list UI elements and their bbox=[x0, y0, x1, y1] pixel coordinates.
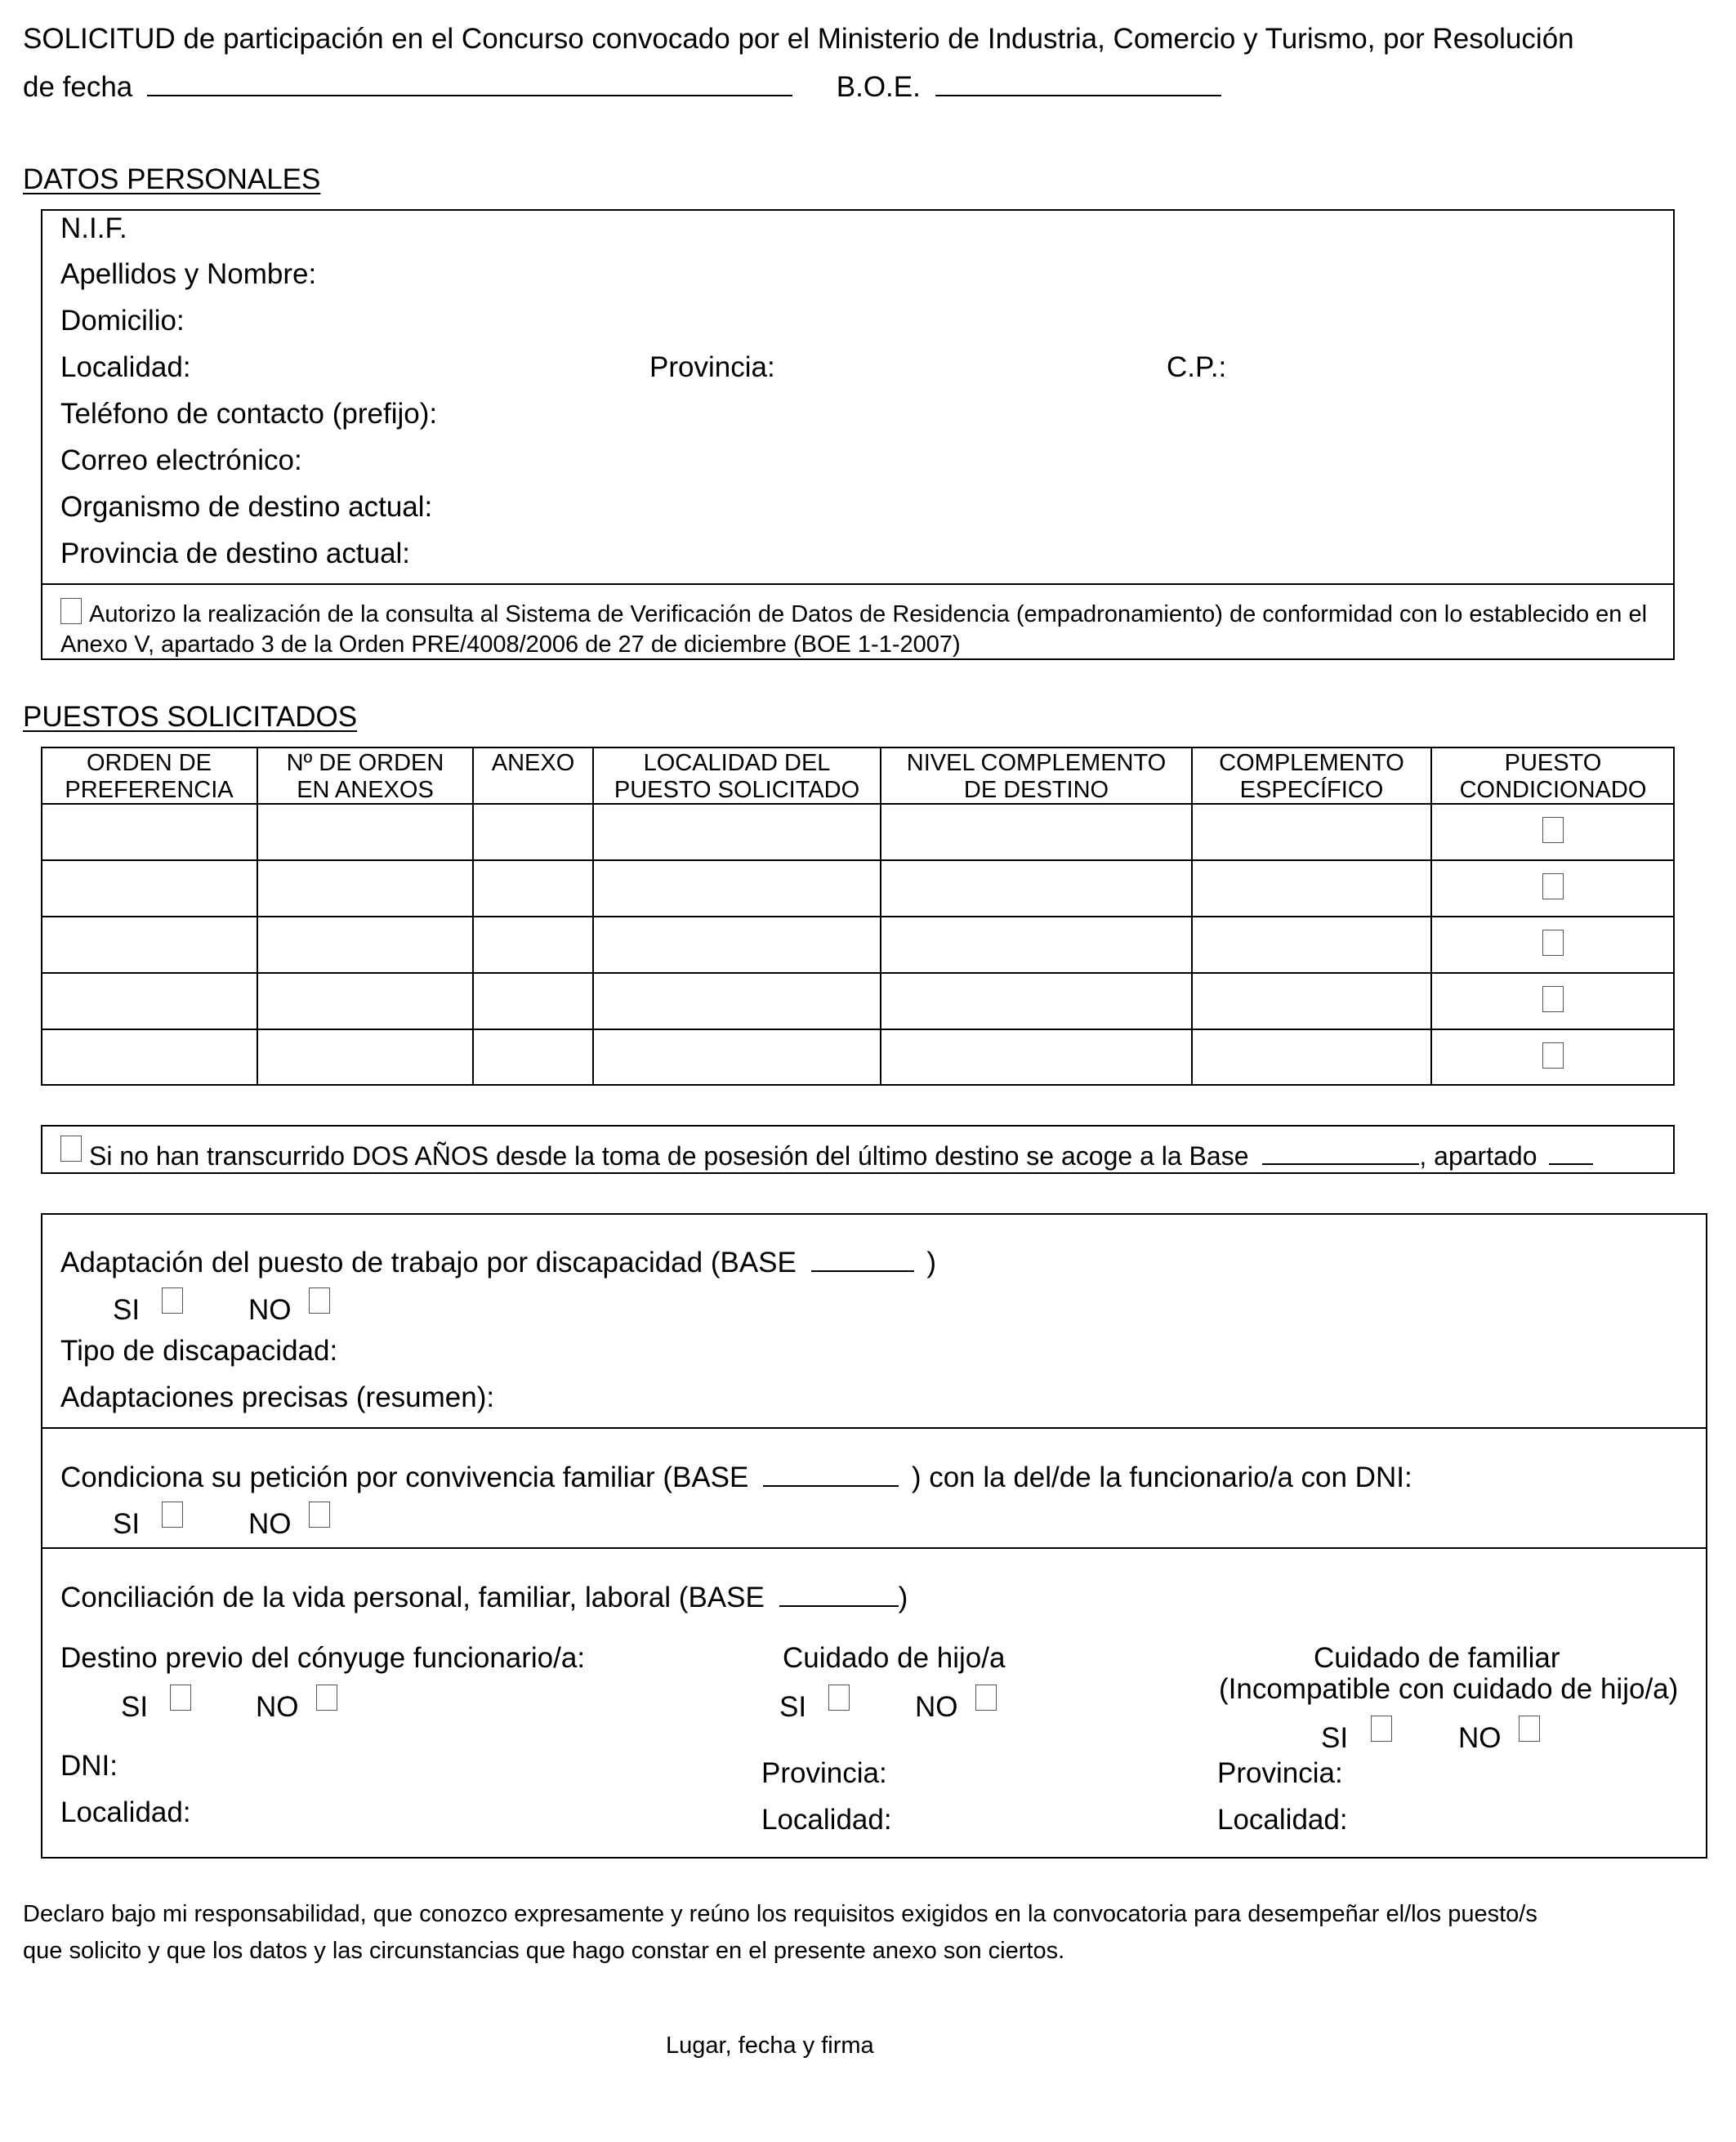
familiar-note: (Incompatible con cuidado de hijo/a) bbox=[1219, 1673, 1679, 1705]
dos-anos-text: Si no han transcurrido DOS AÑOS desde la toma de posesión del último destino se acoge a la Base bbox=[89, 1141, 1249, 1171]
provincia-label: Provincia: bbox=[649, 351, 775, 383]
puesto-condicionado-checkbox[interactable] bbox=[1542, 930, 1564, 956]
autorizo-checkbox[interactable] bbox=[60, 598, 82, 624]
table-cell[interactable] bbox=[1192, 804, 1431, 860]
table-cell[interactable] bbox=[1192, 973, 1431, 1029]
column-header-line1: NIVEL COMPLEMENTO bbox=[906, 750, 1167, 776]
apartado-blank[interactable] bbox=[1549, 1144, 1593, 1165]
puesto-condicionado-checkbox[interactable] bbox=[1542, 986, 1564, 1012]
table-cell[interactable] bbox=[41, 973, 257, 1029]
table-cell[interactable] bbox=[1192, 1029, 1431, 1086]
divider bbox=[41, 583, 1675, 585]
hijo-localidad-label: Localidad: bbox=[761, 1804, 892, 1836]
declaracion-line2: que solicito y que los datos y las circunstancias que hago constar en el presente anexo son ciertos. bbox=[23, 1938, 1065, 1964]
divider bbox=[41, 1427, 1707, 1429]
boe-label: B.O.E. bbox=[836, 71, 921, 103]
column-header-line2: EN ANEXOS bbox=[297, 777, 434, 803]
hijo-si-checkbox[interactable] bbox=[828, 1685, 850, 1711]
table-cell[interactable] bbox=[41, 804, 257, 860]
column-header-line2: DE DESTINO bbox=[963, 777, 1109, 803]
hijo-provincia-label: Provincia: bbox=[761, 1757, 887, 1789]
table-cell[interactable] bbox=[41, 1029, 257, 1086]
table-cell[interactable] bbox=[473, 804, 593, 860]
correo-label: Correo electrónico: bbox=[60, 444, 302, 476]
table-cell[interactable] bbox=[41, 917, 257, 973]
table-cell[interactable] bbox=[257, 1029, 473, 1086]
table-cell[interactable] bbox=[1192, 860, 1431, 917]
table-cell[interactable] bbox=[257, 860, 473, 917]
autorizo-text-line1: Autorizo la realización de la consulta al Sistema de Verificación de Datos de Residencia (empadronamiento) de conformidad con lo establecido en el bbox=[89, 601, 1648, 627]
table-cell[interactable] bbox=[881, 917, 1192, 973]
convivencia-no-label: NO bbox=[248, 1508, 292, 1540]
hijo-label: Cuidado de hijo/a bbox=[783, 1642, 1006, 1674]
column-header bbox=[881, 750, 1192, 804]
dos-anos-checkbox[interactable] bbox=[60, 1136, 82, 1162]
conyuge-dni-label: DNI: bbox=[60, 1750, 118, 1782]
adaptacion-row bbox=[60, 1247, 936, 1277]
familiar-localidad-label: Localidad: bbox=[1217, 1804, 1348, 1836]
column-header-line2: ESPECÍFICO bbox=[1239, 777, 1384, 803]
header-fecha-row bbox=[23, 72, 1221, 101]
conciliacion-close: ) bbox=[898, 1582, 908, 1613]
conciliacion-title: Conciliación de la vida personal, familiar, laboral (BASE bbox=[60, 1582, 765, 1613]
column-header-line1: ORDEN DE bbox=[86, 750, 212, 776]
declaracion-line1: Declaro bajo mi responsabilidad, que conozco expresamente y reúno los requisitos exigidos en la convocatoria para desempeñar el/los puesto/s bbox=[23, 1901, 1537, 1927]
familiar-provincia-label: Provincia: bbox=[1217, 1757, 1343, 1789]
column-header bbox=[593, 750, 881, 804]
column-header bbox=[1431, 750, 1675, 804]
nif-label: N.I.F. bbox=[60, 212, 127, 244]
table-cell[interactable] bbox=[257, 917, 473, 973]
conciliacion-row bbox=[60, 1582, 908, 1612]
table-cell[interactable] bbox=[473, 860, 593, 917]
conciliacion-base-blank[interactable] bbox=[779, 1582, 899, 1607]
firma-label: Lugar, fecha y firma bbox=[666, 2033, 874, 2059]
convivencia-no-checkbox[interactable] bbox=[309, 1502, 330, 1528]
table-cell[interactable] bbox=[593, 1029, 881, 1086]
table-cell[interactable] bbox=[593, 917, 881, 973]
autorizo-text-line2: Anexo V, apartado 3 de la Orden PRE/4008/2006 de 27 de diciembre (BOE 1-1-2007) bbox=[60, 631, 961, 658]
provincia-destino-label: Provincia de destino actual: bbox=[60, 538, 411, 569]
header-line1: SOLICITUD de participación en el Concurso convocado por el Ministerio de Industria, Comercio y Turismo, por Resolución bbox=[23, 23, 1574, 55]
convivencia-tail: ) con la del/de la funcionario/a con DNI: bbox=[911, 1461, 1412, 1493]
hijo-no-checkbox[interactable] bbox=[975, 1685, 997, 1711]
table-cell[interactable] bbox=[257, 973, 473, 1029]
adaptacion-base-blank[interactable] bbox=[811, 1247, 914, 1272]
familiar-label: Cuidado de familiar bbox=[1314, 1642, 1560, 1674]
puesto-condicionado-checkbox[interactable] bbox=[1542, 817, 1564, 843]
column-header-line2: PUESTO SOLICITADO bbox=[614, 777, 860, 803]
column-header-line1: ANEXO bbox=[491, 750, 575, 776]
domicilio-label: Domicilio: bbox=[60, 305, 185, 337]
table-cell[interactable] bbox=[473, 917, 593, 973]
table-cell[interactable] bbox=[593, 973, 881, 1029]
column-header bbox=[257, 750, 473, 804]
familiar-si-label: SI bbox=[1321, 1722, 1349, 1754]
column-header bbox=[1192, 750, 1431, 804]
boe-blank[interactable] bbox=[935, 72, 1221, 96]
datos-personales-title: DATOS PERSONALES bbox=[23, 163, 321, 195]
column-header-line1: COMPLEMENTO bbox=[1219, 750, 1404, 776]
column-header-line1: Nº DE ORDEN bbox=[286, 750, 444, 776]
convivencia-si-label: SI bbox=[113, 1508, 141, 1540]
base-blank[interactable] bbox=[1262, 1144, 1419, 1165]
cp-label: C.P.: bbox=[1167, 351, 1227, 383]
familiar-no-label: NO bbox=[1458, 1722, 1502, 1754]
adaptacion-si-label: SI bbox=[113, 1294, 141, 1326]
table-cell[interactable] bbox=[1192, 917, 1431, 973]
column-header-line1: LOCALIDAD DEL bbox=[643, 750, 831, 776]
dos-anos-row bbox=[89, 1143, 1593, 1169]
table-cell[interactable] bbox=[473, 1029, 593, 1086]
column-header-line2: CONDICIONADO bbox=[1459, 777, 1647, 803]
organismo-label: Organismo de destino actual: bbox=[60, 491, 433, 523]
adaptacion-title: Adaptación del puesto de trabajo por discapacidad (BASE bbox=[60, 1247, 797, 1279]
table-cell[interactable] bbox=[881, 1029, 1192, 1086]
puestos-title: PUESTOS SOLICITADOS bbox=[23, 701, 358, 733]
column-header-line2: PREFERENCIA bbox=[65, 777, 234, 803]
column-header bbox=[41, 750, 257, 804]
apartado-label: , apartado bbox=[1419, 1141, 1537, 1171]
table-cell[interactable] bbox=[41, 860, 257, 917]
puesto-condicionado-checkbox[interactable] bbox=[1542, 1042, 1564, 1069]
table-cell[interactable] bbox=[881, 860, 1192, 917]
localidad-label: Localidad: bbox=[60, 351, 191, 383]
conyuge-si-label: SI bbox=[121, 1691, 149, 1723]
convivencia-si-checkbox[interactable] bbox=[162, 1502, 183, 1528]
conyuge-no-label: NO bbox=[256, 1691, 299, 1723]
conyuge-localidad-label: Localidad: bbox=[60, 1796, 191, 1828]
conyuge-si-checkbox[interactable] bbox=[170, 1685, 191, 1711]
adaptacion-no-label: NO bbox=[248, 1294, 292, 1326]
table-cell[interactable] bbox=[257, 804, 473, 860]
table-cell[interactable] bbox=[593, 860, 881, 917]
tipo-discapacidad-label: Tipo de discapacidad: bbox=[60, 1335, 338, 1367]
adaptacion-close: ) bbox=[926, 1247, 936, 1279]
telefono-label: Teléfono de contacto (prefijo): bbox=[60, 398, 438, 430]
convivencia-row bbox=[60, 1462, 1412, 1492]
convivencia-title: Condiciona su petición por convivencia familiar (BASE bbox=[60, 1461, 749, 1493]
column-header bbox=[473, 750, 593, 777]
hijo-no-label: NO bbox=[915, 1691, 958, 1723]
familiar-no-checkbox[interactable] bbox=[1519, 1716, 1540, 1742]
conyuge-label: Destino previo del cónyuge funcionario/a: bbox=[60, 1642, 586, 1674]
table-cell[interactable] bbox=[473, 973, 593, 1029]
fecha-blank[interactable] bbox=[147, 72, 792, 96]
conyuge-no-checkbox[interactable] bbox=[316, 1685, 337, 1711]
divider bbox=[41, 1547, 1707, 1549]
adaptacion-no-checkbox[interactable] bbox=[309, 1287, 330, 1314]
fecha-label: de fecha bbox=[23, 71, 133, 103]
table-cell[interactable] bbox=[881, 804, 1192, 860]
puesto-condicionado-checkbox[interactable] bbox=[1542, 873, 1564, 899]
adaptaciones-label: Adaptaciones precisas (resumen): bbox=[60, 1381, 495, 1413]
table-cell[interactable] bbox=[881, 973, 1192, 1029]
familiar-si-checkbox[interactable] bbox=[1371, 1716, 1392, 1742]
hijo-si-label: SI bbox=[779, 1691, 807, 1723]
convivencia-base-blank[interactable] bbox=[763, 1462, 899, 1487]
adaptacion-si-checkbox[interactable] bbox=[162, 1287, 183, 1314]
column-header-line1: PUESTO bbox=[1504, 750, 1602, 776]
table-cell[interactable] bbox=[593, 804, 881, 860]
apellidos-label: Apellidos y Nombre: bbox=[60, 258, 317, 290]
